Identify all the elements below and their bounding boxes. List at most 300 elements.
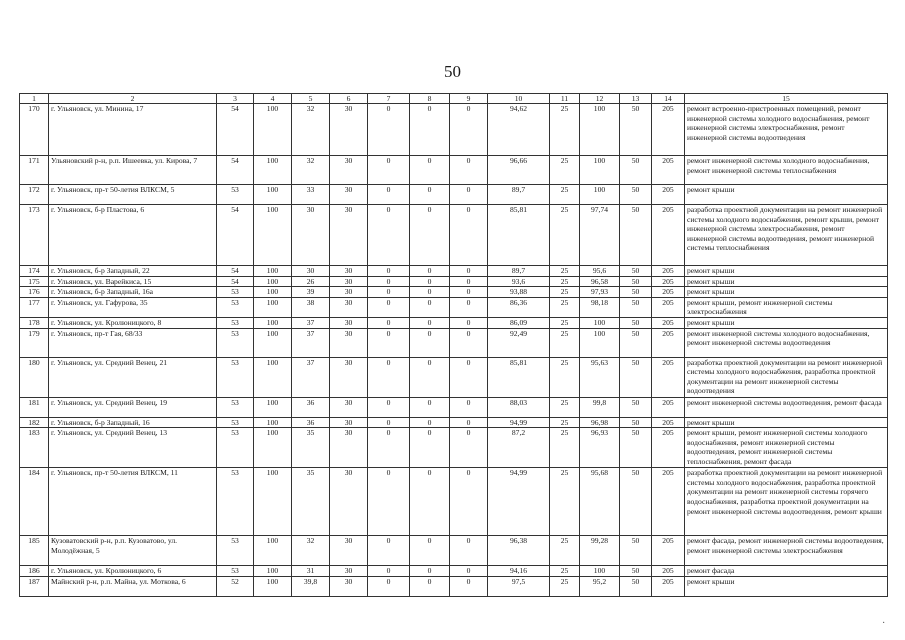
value-cell: 32 xyxy=(292,156,330,185)
value-cell: 30 xyxy=(330,185,368,205)
row-number-cell: 186 xyxy=(20,566,49,577)
value-cell: 30 xyxy=(330,205,368,266)
value-cell: 100 xyxy=(580,156,620,185)
value-cell: 53 xyxy=(217,317,254,328)
work-type-cell: ремонт встроенно-пристроенных помещений, ремонт инженерной системы холодного водоснабжения, ремонт инженерной системы электроснабжения, ремонт инженерной системы водоотведения xyxy=(685,104,888,156)
work-type-cell: ремонт инженерной системы водоотведения, ремонт фасада xyxy=(685,397,888,417)
value-cell: 53 xyxy=(217,185,254,205)
value-cell: 100 xyxy=(254,417,292,428)
value-cell: 96,38 xyxy=(488,536,550,566)
value-cell: 0 xyxy=(450,428,488,468)
value-cell: 25 xyxy=(550,287,580,298)
value-cell: 99,28 xyxy=(580,536,620,566)
work-type-cell: ремонт крыши xyxy=(685,287,888,298)
value-cell: 0 xyxy=(410,266,450,277)
value-cell: 37 xyxy=(292,357,330,397)
value-cell: 53 xyxy=(217,287,254,298)
table-row xyxy=(20,576,888,596)
value-cell: 25 xyxy=(550,357,580,397)
work-type-cell: ремонт крыши xyxy=(685,317,888,328)
address-cell: г. Ульяновск, ул. Кролюницкого, 6 xyxy=(49,566,217,577)
value-cell: 97,5 xyxy=(488,576,550,596)
value-cell: 100 xyxy=(254,468,292,536)
value-cell: 25 xyxy=(550,468,580,536)
value-cell: 0 xyxy=(368,576,410,596)
value-cell: 30 xyxy=(330,468,368,536)
value-cell: 0 xyxy=(410,104,450,156)
value-cell: 50 xyxy=(620,156,652,185)
value-cell: 50 xyxy=(620,185,652,205)
row-number-cell: 176 xyxy=(20,287,49,298)
value-cell: 205 xyxy=(652,468,685,536)
value-cell: 0 xyxy=(368,428,410,468)
work-type-cell: ремонт инженерной системы холодного водоснабжения, ремонт инженерной системы теплоснабжения xyxy=(685,156,888,185)
value-cell: 98,18 xyxy=(580,297,620,317)
value-cell: 25 xyxy=(550,276,580,287)
value-cell: 0 xyxy=(410,205,450,266)
column-header: 6 xyxy=(330,94,368,104)
value-cell: 25 xyxy=(550,156,580,185)
value-cell: 53 xyxy=(217,428,254,468)
value-cell: 88,03 xyxy=(488,397,550,417)
table-row xyxy=(20,536,888,566)
table-row xyxy=(20,397,888,417)
value-cell: 25 xyxy=(550,205,580,266)
column-header: 1 xyxy=(20,94,49,104)
value-cell: 85,81 xyxy=(488,205,550,266)
table-row xyxy=(20,417,888,428)
value-cell: 50 xyxy=(620,205,652,266)
value-cell: 30 xyxy=(330,428,368,468)
value-cell: 50 xyxy=(620,397,652,417)
value-cell: 0 xyxy=(368,317,410,328)
value-cell: 30 xyxy=(330,417,368,428)
value-cell: 94,62 xyxy=(488,104,550,156)
address-cell: Кузоватовский р-н, р.п. Кузоватово, ул. Молодёжная, 5 xyxy=(49,536,217,566)
column-header: 8 xyxy=(410,94,450,104)
value-cell: 205 xyxy=(652,576,685,596)
value-cell: 100 xyxy=(254,536,292,566)
work-type-cell: разработка проектной документации на ремонт инженерной системы холодного водоснабжения, ремонт крыши, ремонт инженерной системы электроснабжения, ремонт инженерной системы водоотведения, ремонт инженерной системы теплоснабжения xyxy=(685,205,888,266)
table-row xyxy=(20,205,888,266)
value-cell: 35 xyxy=(292,428,330,468)
table-row xyxy=(20,317,888,328)
value-cell: 93,6 xyxy=(488,276,550,287)
address-cell: Ульяновский р-н, р.п. Ишеевка, ул. Кирова, 7 xyxy=(49,156,217,185)
work-type-cell: ремонт крыши xyxy=(685,276,888,287)
value-cell: 94,99 xyxy=(488,468,550,536)
address-cell: г. Ульяновск, б-р Западный, 22 xyxy=(49,266,217,277)
work-type-cell: разработка проектной документации на ремонт инженерной системы холодного водоснабжения, разработка проектной документации на ремонт инженерной системы водоотведения xyxy=(685,357,888,397)
row-number-cell: 182 xyxy=(20,417,49,428)
column-header: 10 xyxy=(488,94,550,104)
value-cell: 31 xyxy=(292,566,330,577)
value-cell: 50 xyxy=(620,328,652,357)
value-cell: 0 xyxy=(368,417,410,428)
value-cell: 100 xyxy=(254,104,292,156)
row-number-cell: 185 xyxy=(20,536,49,566)
value-cell: 100 xyxy=(254,428,292,468)
value-cell: 0 xyxy=(368,156,410,185)
page-number: 50 xyxy=(444,62,461,81)
value-cell: 30 xyxy=(330,328,368,357)
table-row xyxy=(20,104,888,156)
value-cell: 54 xyxy=(217,156,254,185)
value-cell: 26 xyxy=(292,276,330,287)
value-cell: 25 xyxy=(550,328,580,357)
value-cell: 50 xyxy=(620,276,652,287)
value-cell: 0 xyxy=(450,185,488,205)
value-cell: 25 xyxy=(550,104,580,156)
value-cell: 95,63 xyxy=(580,357,620,397)
column-header: 13 xyxy=(620,94,652,104)
value-cell: 0 xyxy=(410,417,450,428)
value-cell: 50 xyxy=(620,297,652,317)
column-header: 15 xyxy=(685,94,888,104)
address-cell: г. Ульяновск, б-р Западный, 16 xyxy=(49,417,217,428)
value-cell: 205 xyxy=(652,156,685,185)
value-cell: 96,98 xyxy=(580,417,620,428)
value-cell: 35 xyxy=(292,468,330,536)
row-number-cell: 183 xyxy=(20,428,49,468)
value-cell: 25 xyxy=(550,417,580,428)
value-cell: 25 xyxy=(550,536,580,566)
value-cell: 205 xyxy=(652,397,685,417)
value-cell: 30 xyxy=(330,266,368,277)
table-row xyxy=(20,156,888,185)
value-cell: 30 xyxy=(330,287,368,298)
value-cell: 86,09 xyxy=(488,317,550,328)
value-cell: 0 xyxy=(368,104,410,156)
value-cell: 50 xyxy=(620,417,652,428)
value-cell: 25 xyxy=(550,566,580,577)
value-cell: 54 xyxy=(217,276,254,287)
table-row xyxy=(20,297,888,317)
value-cell: 85,81 xyxy=(488,357,550,397)
value-cell: 32 xyxy=(292,104,330,156)
value-cell: 30 xyxy=(292,205,330,266)
table-row xyxy=(20,428,888,468)
value-cell: 0 xyxy=(410,428,450,468)
value-cell: 50 xyxy=(620,576,652,596)
value-cell: 53 xyxy=(217,328,254,357)
table-row xyxy=(20,185,888,205)
value-cell: 99,8 xyxy=(580,397,620,417)
value-cell: 205 xyxy=(652,317,685,328)
value-cell: 39,8 xyxy=(292,576,330,596)
row-number-cell: 181 xyxy=(20,397,49,417)
value-cell: 0 xyxy=(410,468,450,536)
value-cell: 205 xyxy=(652,328,685,357)
value-cell: 0 xyxy=(368,566,410,577)
value-cell: 25 xyxy=(550,428,580,468)
value-cell: 205 xyxy=(652,266,685,277)
table-row xyxy=(20,266,888,277)
value-cell: 0 xyxy=(410,185,450,205)
value-cell: 38 xyxy=(292,297,330,317)
address-cell: г. Ульяновск, пр-т 50-летия ВЛКСМ, 5 xyxy=(49,185,217,205)
row-number-cell: 180 xyxy=(20,357,49,397)
value-cell: 0 xyxy=(410,536,450,566)
header-row xyxy=(20,94,888,104)
table-row xyxy=(20,357,888,397)
value-cell: 100 xyxy=(254,357,292,397)
value-cell: 100 xyxy=(254,317,292,328)
value-cell: 30 xyxy=(330,566,368,577)
value-cell: 0 xyxy=(450,156,488,185)
value-cell: 100 xyxy=(254,266,292,277)
address-cell: г. Ульяновск, ул. Средний Венец, 19 xyxy=(49,397,217,417)
row-number-cell: 184 xyxy=(20,468,49,536)
value-cell: 100 xyxy=(254,205,292,266)
value-cell: 87,2 xyxy=(488,428,550,468)
value-cell: 0 xyxy=(450,566,488,577)
value-cell: 0 xyxy=(410,287,450,298)
row-number-cell: 170 xyxy=(20,104,49,156)
value-cell: 53 xyxy=(217,417,254,428)
table-body xyxy=(20,104,888,597)
value-cell: 205 xyxy=(652,276,685,287)
value-cell: 0 xyxy=(450,266,488,277)
value-cell: 205 xyxy=(652,104,685,156)
value-cell: 94,99 xyxy=(488,417,550,428)
value-cell: 0 xyxy=(410,276,450,287)
value-cell: 205 xyxy=(652,536,685,566)
value-cell: 96,58 xyxy=(580,276,620,287)
table-row xyxy=(20,566,888,577)
row-number-cell: 174 xyxy=(20,266,49,277)
value-cell: 89,7 xyxy=(488,266,550,277)
address-cell: г. Ульяновск, ул. Средний Венец, 21 xyxy=(49,357,217,397)
value-cell: 36 xyxy=(292,397,330,417)
row-number-cell: 173 xyxy=(20,205,49,266)
value-cell: 96,66 xyxy=(488,156,550,185)
value-cell: 0 xyxy=(368,185,410,205)
value-cell: 0 xyxy=(368,297,410,317)
value-cell: 0 xyxy=(368,468,410,536)
value-cell: 100 xyxy=(254,576,292,596)
value-cell: 53 xyxy=(217,536,254,566)
value-cell: 0 xyxy=(368,276,410,287)
value-cell: 50 xyxy=(620,287,652,298)
address-cell: г. Ульяновск, ул. Кролюницкого, 8 xyxy=(49,317,217,328)
value-cell: 100 xyxy=(254,397,292,417)
value-cell: 97,93 xyxy=(580,287,620,298)
address-cell: г. Ульяновск, ул. Варейкиса, 15 xyxy=(49,276,217,287)
value-cell: 39 xyxy=(292,287,330,298)
table-row xyxy=(20,276,888,287)
value-cell: 205 xyxy=(652,185,685,205)
housing-repair-table xyxy=(19,93,888,597)
address-cell: г. Ульяновск, б-р Западный, 16а xyxy=(49,287,217,298)
value-cell: 100 xyxy=(580,328,620,357)
table-row xyxy=(20,287,888,298)
work-type-cell: ремонт крыши xyxy=(685,417,888,428)
value-cell: 54 xyxy=(217,266,254,277)
value-cell: 53 xyxy=(217,468,254,536)
value-cell: 30 xyxy=(330,576,368,596)
work-type-cell: ремонт крыши, ремонт инженерной системы холодного водоснабжения, ремонт инженерной системы водоотведения, ремонт инженерной системы теплоснабжения, ремонт фасада xyxy=(685,428,888,468)
value-cell: 53 xyxy=(217,566,254,577)
value-cell: 0 xyxy=(450,104,488,156)
value-cell: 100 xyxy=(580,317,620,328)
work-type-cell: разработка проектной документации на ремонт инженерной системы холодного водоснабжения, разработка проектной документации на ремонт инженерной системы горячего водоснабжения, разработка проектной документации на ремонт инженерной системы водоотведения, ремонт крыши xyxy=(685,468,888,536)
value-cell: 30 xyxy=(330,317,368,328)
column-header: 7 xyxy=(368,94,410,104)
value-cell: 37 xyxy=(292,317,330,328)
value-cell: 100 xyxy=(254,156,292,185)
work-type-cell: ремонт крыши xyxy=(685,266,888,277)
value-cell: 0 xyxy=(368,357,410,397)
value-cell: 86,36 xyxy=(488,297,550,317)
work-type-cell: ремонт фасада xyxy=(685,566,888,577)
value-cell: 205 xyxy=(652,205,685,266)
value-cell: 25 xyxy=(550,576,580,596)
work-type-cell: ремонт фасада, ремонт инженерной системы водоотведения, ремонт инженерной системы электроснабжения xyxy=(685,536,888,566)
value-cell: 25 xyxy=(550,317,580,328)
value-cell: 53 xyxy=(217,297,254,317)
value-cell: 50 xyxy=(620,317,652,328)
work-type-cell: ремонт крыши, ремонт инженерной системы электроснабжения xyxy=(685,297,888,317)
row-number-cell: 172 xyxy=(20,185,49,205)
work-type-cell: ремонт крыши xyxy=(685,185,888,205)
value-cell: 95,6 xyxy=(580,266,620,277)
value-cell: 30 xyxy=(330,276,368,287)
value-cell: 54 xyxy=(217,104,254,156)
value-cell: 0 xyxy=(410,317,450,328)
value-cell: 94,16 xyxy=(488,566,550,577)
value-cell: 0 xyxy=(450,276,488,287)
value-cell: 100 xyxy=(254,287,292,298)
value-cell: 0 xyxy=(450,287,488,298)
value-cell: 30 xyxy=(330,156,368,185)
address-cell: г. Ульяновск, б-р Пластова, 6 xyxy=(49,205,217,266)
address-cell: Майнский р-н, р.п. Майна, ул. Моткова, 6 xyxy=(49,576,217,596)
value-cell: 0 xyxy=(450,417,488,428)
work-type-cell: ремонт крыши xyxy=(685,576,888,596)
value-cell: 205 xyxy=(652,428,685,468)
value-cell: 50 xyxy=(620,468,652,536)
address-cell: г. Ульяновск, ул. Гафурова, 35 xyxy=(49,297,217,317)
column-header: 11 xyxy=(550,94,580,104)
value-cell: 95,2 xyxy=(580,576,620,596)
value-cell: 37 xyxy=(292,328,330,357)
value-cell: 32 xyxy=(292,536,330,566)
value-cell: 95,68 xyxy=(580,468,620,536)
value-cell: 97,74 xyxy=(580,205,620,266)
column-header: 2 xyxy=(49,94,217,104)
value-cell: 0 xyxy=(368,328,410,357)
value-cell: 25 xyxy=(550,297,580,317)
value-cell: 50 xyxy=(620,428,652,468)
value-cell: 33 xyxy=(292,185,330,205)
value-cell: 89,7 xyxy=(488,185,550,205)
value-cell: 0 xyxy=(450,205,488,266)
column-header: 4 xyxy=(254,94,292,104)
value-cell: 25 xyxy=(550,266,580,277)
value-cell: 0 xyxy=(450,468,488,536)
row-number-cell: 187 xyxy=(20,576,49,596)
value-cell: 0 xyxy=(450,357,488,397)
value-cell: 0 xyxy=(368,397,410,417)
value-cell: 50 xyxy=(620,266,652,277)
column-header: 12 xyxy=(580,94,620,104)
value-cell: 100 xyxy=(254,297,292,317)
value-cell: 30 xyxy=(330,357,368,397)
value-cell: 50 xyxy=(620,357,652,397)
scan-mark: · xyxy=(882,618,886,629)
value-cell: 0 xyxy=(368,536,410,566)
value-cell: 100 xyxy=(580,104,620,156)
value-cell: 0 xyxy=(450,397,488,417)
value-cell: 205 xyxy=(652,357,685,397)
value-cell: 93,88 xyxy=(488,287,550,298)
value-cell: 0 xyxy=(450,328,488,357)
value-cell: 100 xyxy=(254,185,292,205)
column-header: 14 xyxy=(652,94,685,104)
value-cell: 36 xyxy=(292,417,330,428)
value-cell: 53 xyxy=(217,357,254,397)
value-cell: 0 xyxy=(410,328,450,357)
value-cell: 100 xyxy=(580,185,620,205)
value-cell: 100 xyxy=(580,566,620,577)
work-type-cell: ремонт инженерной системы холодного водоснабжения, ремонт инженерной системы водоотведения xyxy=(685,328,888,357)
value-cell: 50 xyxy=(620,566,652,577)
value-cell: 30 xyxy=(292,266,330,277)
address-cell: г. Ульяновск, пр-т 50-летия ВЛКСМ, 11 xyxy=(49,468,217,536)
address-cell: г. Ульяновск, пр-т Гая, 68/33 xyxy=(49,328,217,357)
value-cell: 205 xyxy=(652,287,685,298)
value-cell: 100 xyxy=(254,276,292,287)
row-number-cell: 171 xyxy=(20,156,49,185)
value-cell: 205 xyxy=(652,566,685,577)
value-cell: 0 xyxy=(410,297,450,317)
value-cell: 0 xyxy=(410,156,450,185)
value-cell: 54 xyxy=(217,205,254,266)
value-cell: 0 xyxy=(410,397,450,417)
column-header: 3 xyxy=(217,94,254,104)
value-cell: 92,49 xyxy=(488,328,550,357)
value-cell: 30 xyxy=(330,397,368,417)
value-cell: 50 xyxy=(620,104,652,156)
value-cell: 0 xyxy=(410,357,450,397)
value-cell: 50 xyxy=(620,536,652,566)
row-number-cell: 177 xyxy=(20,297,49,317)
value-cell: 52 xyxy=(217,576,254,596)
table-row xyxy=(20,468,888,536)
value-cell: 25 xyxy=(550,185,580,205)
value-cell: 53 xyxy=(217,397,254,417)
value-cell: 30 xyxy=(330,104,368,156)
value-cell: 100 xyxy=(254,328,292,357)
value-cell: 0 xyxy=(450,297,488,317)
value-cell: 0 xyxy=(368,205,410,266)
value-cell: 0 xyxy=(410,576,450,596)
row-number-cell: 179 xyxy=(20,328,49,357)
value-cell: 205 xyxy=(652,297,685,317)
value-cell: 96,93 xyxy=(580,428,620,468)
value-cell: 0 xyxy=(450,536,488,566)
value-cell: 100 xyxy=(254,566,292,577)
value-cell: 205 xyxy=(652,417,685,428)
column-header: 5 xyxy=(292,94,330,104)
row-number-cell: 178 xyxy=(20,317,49,328)
value-cell: 30 xyxy=(330,536,368,566)
table-row xyxy=(20,328,888,357)
value-cell: 0 xyxy=(368,287,410,298)
address-cell: г. Ульяновск, ул. Минина, 17 xyxy=(49,104,217,156)
value-cell: 0 xyxy=(368,266,410,277)
